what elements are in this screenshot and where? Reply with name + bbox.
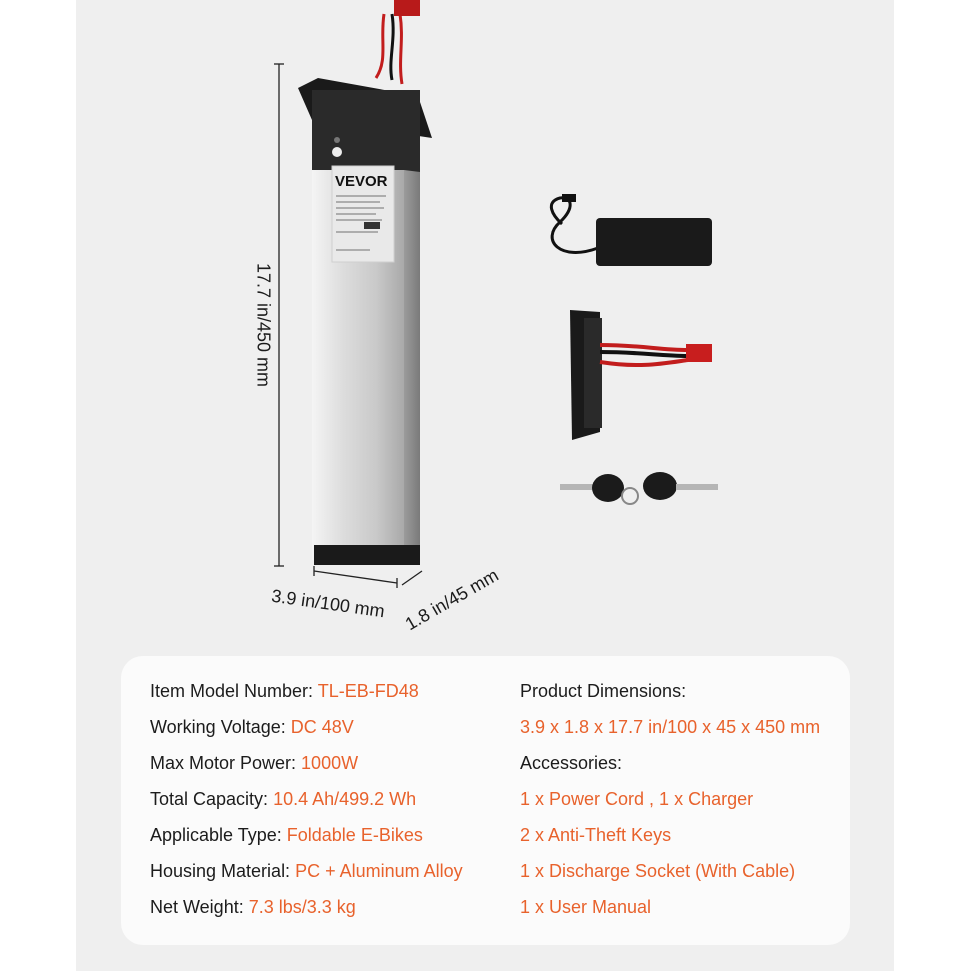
accessory-item: 1 x User Manual (520, 897, 652, 917)
spec-applicable-type (150, 824, 463, 860)
accessory-item: 1 x Discharge Socket (With Cable) (520, 861, 796, 881)
spec-total-capacity (150, 788, 463, 824)
spec-list-right (520, 680, 820, 932)
spec-housing-material (150, 860, 463, 896)
spec-value: Foldable E-Bikes (286, 825, 423, 845)
spec-value: 1000W (301, 753, 359, 773)
depth-dimension-label: 1.8 in/45 mm (401, 564, 502, 635)
spec-value: TL-EB-FD48 (317, 681, 419, 701)
anti-theft-keys-icon (560, 472, 718, 504)
charger-icon (551, 194, 712, 266)
spec-model-number (150, 680, 463, 716)
product-dimensions-heading: Product Dimensions: (520, 681, 687, 701)
spec-value: DC 48V (290, 717, 354, 737)
spec-list-left (150, 680, 463, 932)
spec-value: 10.4 Ah/499.2 Wh (273, 789, 417, 809)
spec-value: 7.3 lbs/3.3 kg (248, 897, 356, 917)
width-dimension-label: 3.9 in/100 mm (270, 585, 386, 622)
product-dimensions-value: 3.9 x 1.8 x 17.7 in/100 x 45 x 450 mm (520, 717, 821, 737)
accessories-heading: Accessories: (520, 753, 623, 773)
spec-label: Housing Material: (150, 861, 296, 881)
spec-value: PC + Aluminum Alloy (295, 861, 463, 881)
spec-label: Item Model Number: (150, 681, 318, 701)
height-dimension-label: 17.7 in/450 mm (253, 262, 274, 388)
spec-working-voltage (150, 716, 463, 752)
spec-label: Max Motor Power: (150, 753, 302, 773)
accessory-item: 2 x Anti-Theft Keys (520, 825, 672, 845)
brand-logo: VEVOR (335, 173, 388, 190)
discharge-socket-icon (570, 310, 712, 440)
battery-pack (298, 0, 432, 565)
spec-label: Net Weight: (150, 897, 249, 917)
spec-net-weight (150, 896, 463, 932)
spec-label: Total Capacity: (150, 789, 274, 809)
spec-label: Applicable Type: (150, 825, 287, 845)
spec-label: Working Voltage: (150, 717, 291, 737)
accessory-item: 1 x Power Cord , 1 x Charger (520, 789, 754, 809)
spec-max-motor-power (150, 752, 463, 788)
